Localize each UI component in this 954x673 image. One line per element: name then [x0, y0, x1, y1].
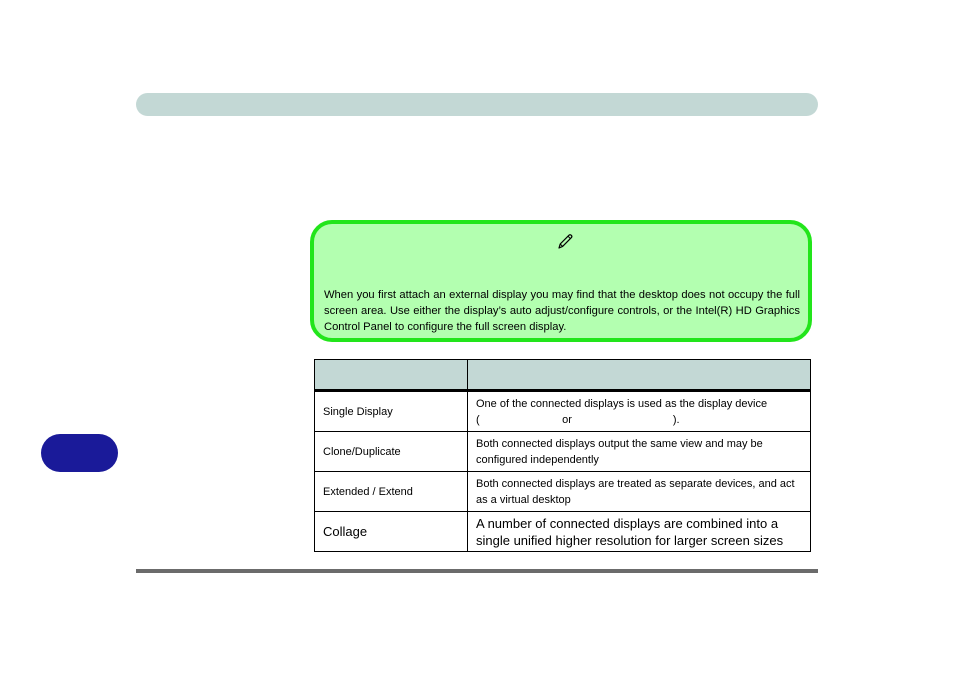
mode-description-cell	[468, 391, 811, 432]
table-header-cell	[468, 360, 811, 391]
chapter-side-tab	[41, 434, 118, 472]
table-header-cell	[315, 360, 468, 391]
description-line: ( or ).	[476, 413, 680, 426]
table-row	[315, 512, 811, 552]
page-header-bar	[136, 93, 818, 116]
table-row	[315, 432, 811, 472]
mode-description-cell: Both connected displays output the same view and may be configured independently	[468, 432, 811, 472]
pencil-icon	[556, 233, 574, 251]
mode-description-cell: A number of connected displays are combined into a single unified higher resolution for larger screen sizes	[468, 512, 811, 552]
footer-rule	[136, 569, 818, 573]
table-header-row	[315, 360, 811, 391]
table-row	[315, 472, 811, 512]
note-text: When you first attach an external display you may find that the desktop does not occupy the full screen area. Use either the display’s auto adjust/configure controls, or the Intel(R) HD Graphics Control Panel to configure the full screen display.	[324, 289, 800, 333]
mode-name-cell: Collage	[315, 512, 468, 552]
table-row	[315, 391, 811, 432]
display-mode-table	[314, 359, 811, 552]
description-line: One of the connected displays is used as the display device	[476, 397, 768, 410]
mode-name-cell: Single Display	[315, 391, 468, 432]
mode-name-cell: Extended / Extend	[315, 472, 468, 512]
mode-name-cell: Clone/Duplicate	[315, 432, 468, 472]
note-box	[310, 220, 812, 342]
mode-description-cell: Both connected displays are treated as separate devices, and act as a virtual desktop	[468, 472, 811, 512]
